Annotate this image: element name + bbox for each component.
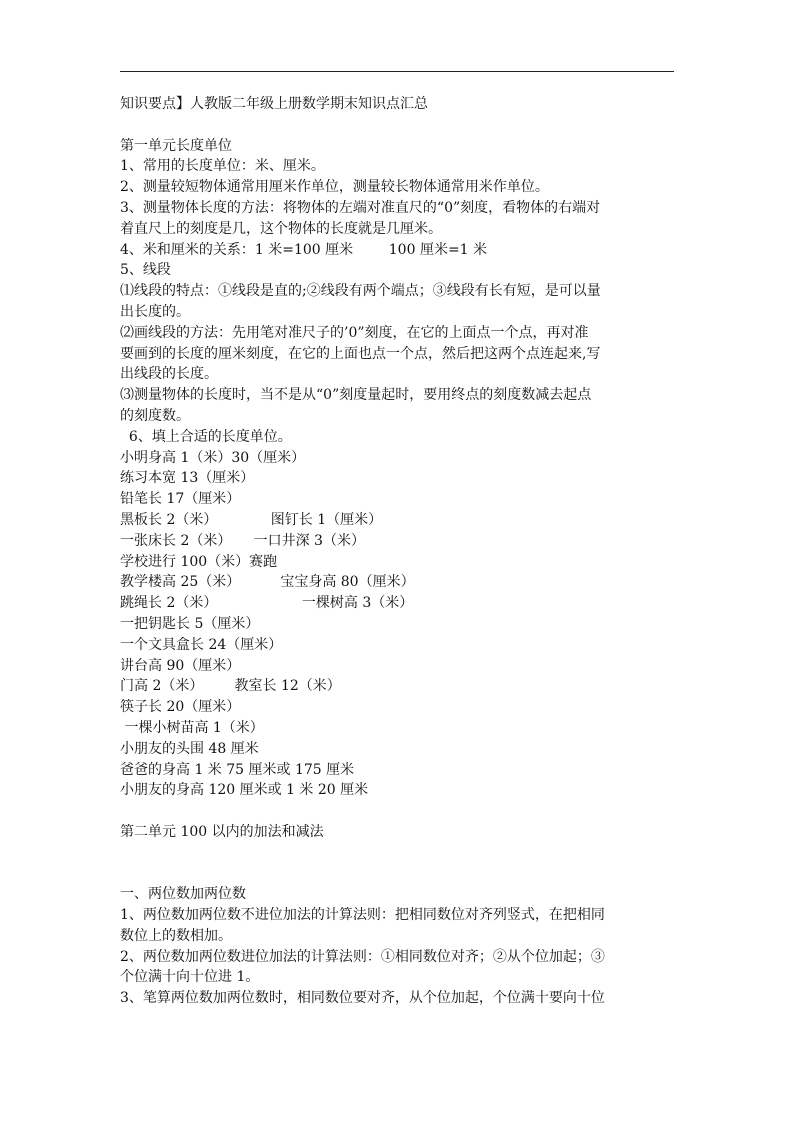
text-line: 2、两位数加两位数进位加法的计算法则：①相同数位对齐；②从个位加起；③ bbox=[120, 948, 605, 965]
document-title: 知识要点】人教版二年级上册数学期末知识点汇总 bbox=[120, 96, 428, 112]
header-rule bbox=[120, 71, 674, 72]
text-line: 1、两位数加两位数不进位加法的计算法则：把相同数位对齐列竖式，在把相同 bbox=[120, 907, 605, 924]
unit1-heading: 第一单元长度单位 bbox=[120, 137, 232, 154]
text-line: 要画到的长度的厘米刻度，在它的上面也点一个点，然后把这两个点连起来,写 bbox=[120, 345, 601, 362]
text-line: 筷子长 20（厘米） bbox=[120, 699, 241, 716]
text-line: 教学楼高 25（米） 宝宝身高 80（厘米） bbox=[120, 574, 415, 591]
unit1-lines bbox=[120, 156, 676, 801]
unit2-heading: 第二单元 100 以内的加法和减法 bbox=[120, 823, 324, 840]
text-line: 数位上的数相加。 bbox=[120, 927, 232, 944]
spacer bbox=[120, 801, 676, 822]
text-line: 跳绳长 2（米） 一棵树高 3（米） bbox=[120, 595, 414, 612]
text-line: 1、常用的长度单位：米、厘米。 bbox=[120, 158, 325, 175]
text-line: 出长度的。 bbox=[120, 303, 190, 320]
text-line: 6、填上合适的长度单位。 bbox=[120, 428, 292, 445]
text-line: 练习本宽 13（厘米） bbox=[120, 470, 255, 487]
text-line: 小朋友的身高 120 厘米或 1 米 20 厘米 bbox=[120, 782, 369, 799]
text-line: 着直尺上的刻度是几，这个物体的长度就是几厘米。 bbox=[120, 220, 442, 237]
text-line: ⑵画线段的方法：先用笔对准尺子的’0”刻度，在它的上面点一个点，再对准 bbox=[120, 324, 589, 341]
text-line: 爸爸的身高 1 米 75 厘米或 175 厘米 bbox=[120, 761, 355, 778]
spacer bbox=[120, 843, 676, 885]
text-line: 出线段的长度。 bbox=[120, 366, 218, 383]
text-line: ⑴线段的特点：①线段是直的;②线段有两个端点；③线段有长有短，是可以量 bbox=[120, 283, 601, 300]
text-line: 铅笔长 17（厘米） bbox=[120, 491, 241, 508]
text-line: 一把钥匙长 5（厘米） bbox=[120, 615, 260, 632]
text-line: 个位满十向十位进 1。 bbox=[120, 969, 260, 986]
text-line: 3、测量物体长度的方法：将物体的左端对准直尺的“0”刻度，看物体的右端对 bbox=[120, 199, 601, 216]
document-body bbox=[120, 94, 676, 1009]
text-line: 黑板长 2（米） 图钉长 1（厘米） bbox=[120, 511, 383, 528]
text-line: 讲台高 90（厘米） bbox=[120, 657, 241, 674]
text-line: 小明身高 1（米）30（厘米） bbox=[120, 449, 306, 466]
text-line: 一张床长 2（米） 一口井深 3（米） bbox=[120, 532, 365, 549]
unit2-section-heading: 一、两位数加两位数 bbox=[120, 886, 246, 903]
text-line: 5、线段 bbox=[120, 262, 171, 279]
text-line: 小朋友的头围 48 厘米 bbox=[120, 740, 259, 757]
text-line: 学校进行 100（米）赛跑 bbox=[120, 553, 278, 570]
spacer bbox=[120, 115, 676, 136]
text-line: 门高 2（米） 教室长 12（米） bbox=[120, 678, 341, 695]
text-line: 2、测量较短物体通常用厘米作单位，测量较长物体通常用米作单位。 bbox=[120, 179, 549, 196]
unit2-lines bbox=[120, 905, 676, 1009]
text-line: 4、米和厘米的关系：1 米=100 厘米 100 厘米=1 米 bbox=[120, 241, 488, 258]
text-line: ⑶测量物体的长度时，当不是从“0”刻度量起时，要用终点的刻度数减去起点 bbox=[120, 387, 592, 404]
text-line: 一棵小树苗高 1（米） bbox=[120, 719, 264, 736]
text-line: 的刻度数。 bbox=[120, 407, 190, 424]
text-line: 3、笔算两位数加两位数时，相同数位要对齐，从个位加起，个位满十要向十位 bbox=[120, 990, 605, 1007]
text-line: 一个文具盒长 24（厘米） bbox=[120, 636, 283, 653]
